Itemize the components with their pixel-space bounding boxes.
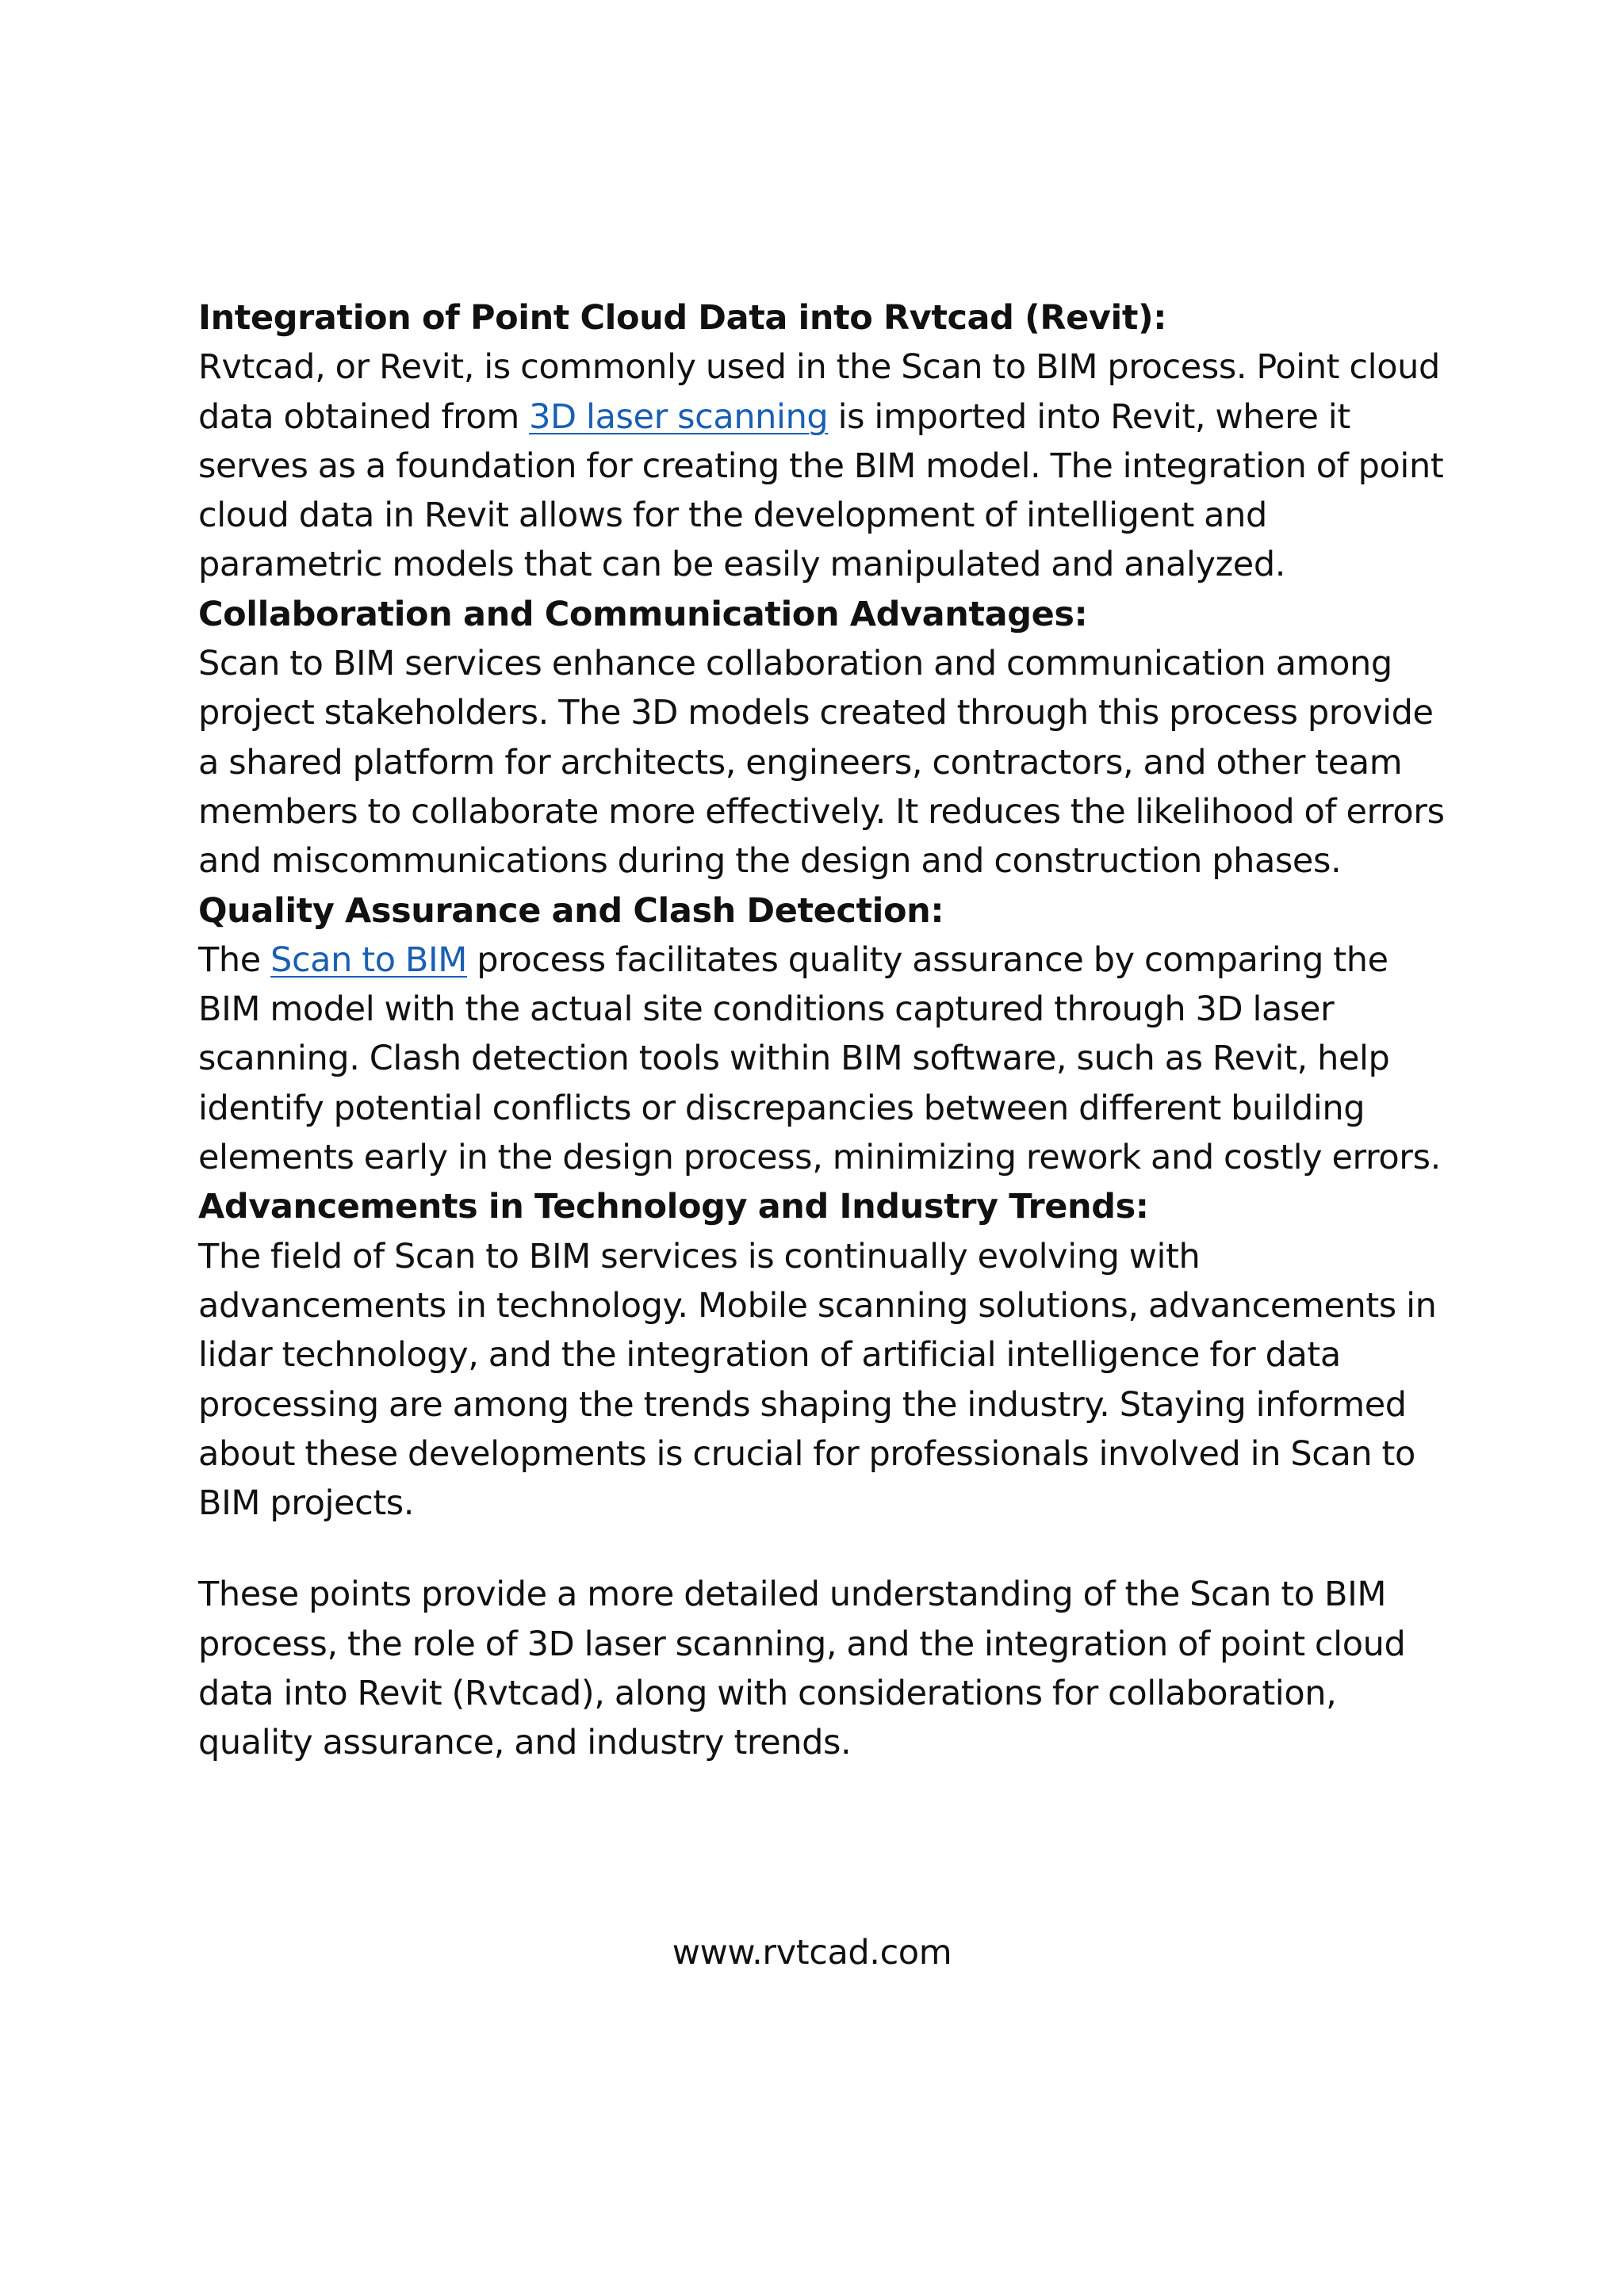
paragraph-technology-trends: The field of Scan to BIM services is continually evolving with advancements in technology. Mobile scanning solutions, advancements in lidar technology, and the integration of artificial intelligence for data processing are among the trends shaping the industry. Staying informed about these developments is crucial for professionals involved in Scan to BIM projects. [198,1236,1437,1524]
paragraph-summary: These points provide a more detailed understanding of the Scan to BIM process, the role of 3D laser scanning, and the integration of point cloud data into Revit (Rvtcad), along with considerations for collaboration, quality assurance, and industry trends. [198,1575,1406,1763]
paragraph-point-cloud-integration [198,342,1451,589]
document-body [198,293,1451,1768]
paragraph-quality-assurance [198,936,1451,1182]
link-scan-to-bim[interactable]: Scan to BIM [270,939,467,980]
heading-technology-trends: Advancements in Technology and Industry Trends: [198,1187,1149,1227]
paragraph-text: is imported into Revit, where it serves as a foundation for creating the BIM model. The integration of point cloud data in Revit allows for the development of intelligent and parametric models that can be easily manipulated and analyzed. [198,396,1444,585]
paragraph-text: process facilitates quality assurance by comparing the BIM model with the actual site conditions captured through 3D laser scanning. Clash detection tools within BIM software, such as Revit, help identify potential conflicts or discrepancies between different building elements early in the design process, minimizing rework and costly errors. [198,939,1441,1178]
heading-quality-assurance: Quality Assurance and Clash Detection: [198,890,944,931]
paragraph-collaboration: Scan to BIM services enhance collaboration and communication among project stakeholders. The 3D models created through this process provide a shared platform for architects, engineers, contractors, and other team members to collaborate more effectively. It reduces the likelihood of errors and miscommunications during the design and construction phases. [198,644,1445,882]
paragraph-text: The [198,939,271,980]
link-3d-laser-scanning[interactable]: 3D laser scanning [529,396,829,437]
footer-website: www.rvtcad.com [672,1933,952,1973]
heading-point-cloud-integration: Integration of Point Cloud Data into Rvtcad (Revit): [198,298,1167,338]
paragraph-text: Rvtcad, or Revit, is commonly used in the Scan to BIM process. Point cloud data obtained from [198,347,1440,437]
heading-collaboration: Collaboration and Communication Advantages: [198,594,1088,634]
